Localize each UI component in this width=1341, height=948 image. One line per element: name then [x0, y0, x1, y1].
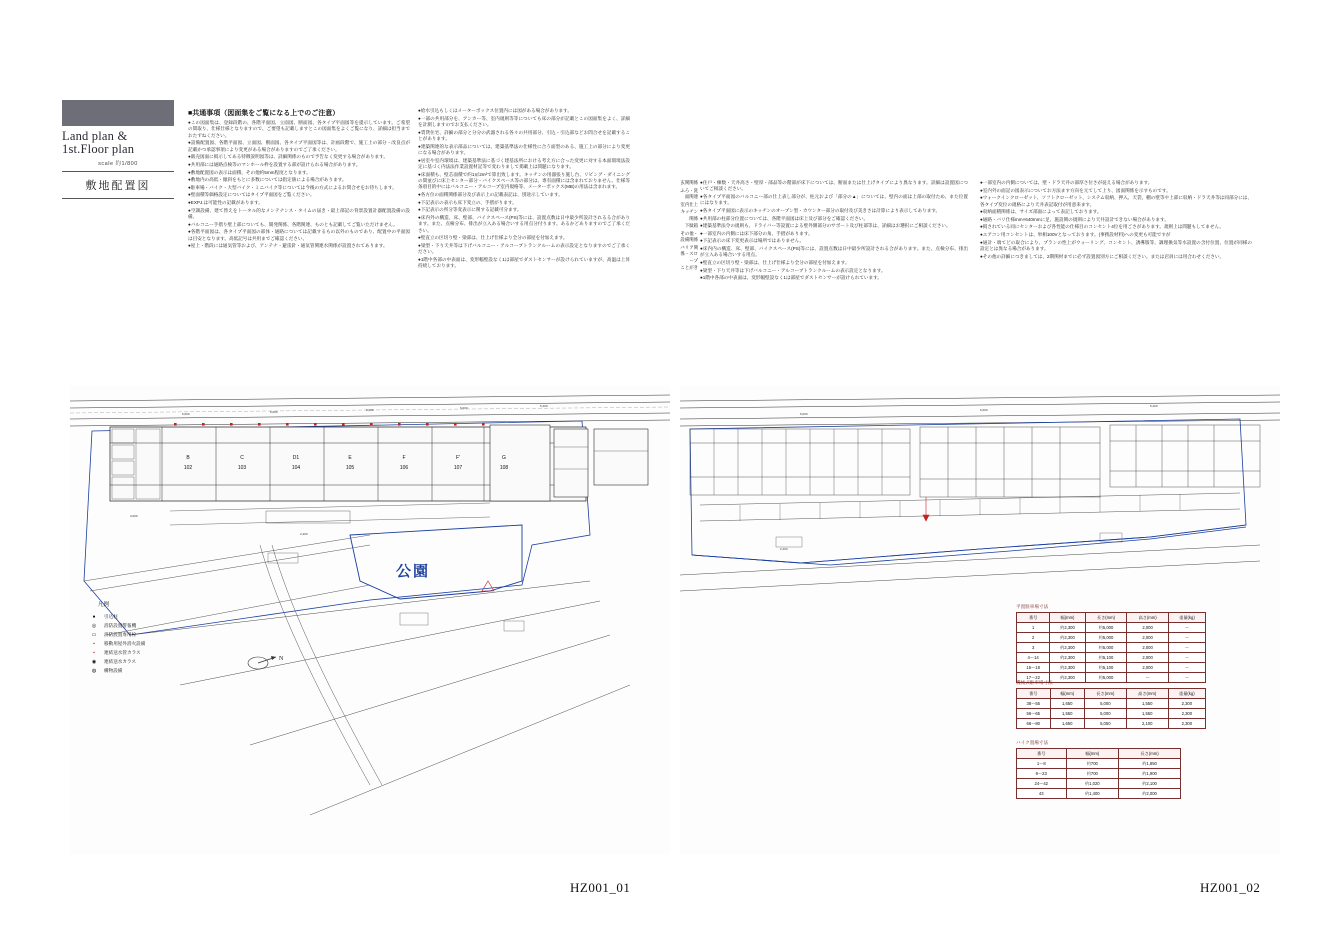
table-row [1017, 709, 1206, 719]
table-cell: ー [1168, 673, 1205, 683]
legend-label: 構物設備 [104, 667, 123, 673]
table-header-cell: 長さ(mm) [1085, 613, 1127, 623]
table-row [1017, 699, 1206, 709]
note-item: ●下記表示の表示も床下変立の、手摺がります。 [418, 199, 517, 205]
legend-label: 消防設置警報機 [104, 622, 137, 628]
table-row [1017, 719, 1206, 729]
table-mechanical-parking [1016, 688, 1206, 729]
legend-symbol-icon: ▭ [91, 631, 97, 638]
table-cell: ー [1127, 673, 1169, 683]
unit-type: G [502, 455, 506, 461]
svg-text:2,400: 2,400 [780, 547, 788, 551]
title-english-line1: Land plan & [62, 129, 128, 143]
unit-type: D1 [292, 455, 300, 461]
notes-label: バリア関係・スロープ [680, 244, 698, 263]
legend-symbol-icon: ● [92, 613, 96, 620]
table-header-cell: 長さ(mm) [1119, 749, 1181, 759]
legend-item [88, 648, 145, 657]
table-cell: 約2,300 [1050, 623, 1085, 633]
note-item: ●壁直立の区切り壁・梁部は、仕上げ仕様より全分の部屋を付加えます。 [700, 259, 850, 265]
table-cell: 約2,300 [1050, 673, 1085, 683]
notes-label: ことがき [680, 265, 698, 271]
legend-item [88, 666, 145, 675]
title-divider-bottom [62, 198, 174, 199]
unit-number: 107 [453, 465, 463, 471]
table-cell: 約5,100 [1085, 663, 1127, 673]
unit-number: 106 [399, 465, 409, 471]
table-cell: 9〜23 [1017, 769, 1067, 779]
note-item: ●居室や室内環境は、建築基準法に基づく建基法所における考え方に合った変更に対する本面環境法設定に基づく内法法作業設置材記等で変わりまして掲載上は問題になります。 [418, 157, 630, 169]
table-cell: 15〜18 [1017, 663, 1050, 673]
legend-symbol-icon: ▪ [93, 649, 95, 656]
table-header-cell: 番号 [1017, 613, 1050, 623]
table-cell: 2,300 [1168, 699, 1205, 709]
table-header-cell: 長さ(mm) [1084, 689, 1126, 699]
table-cell: 約700 [1066, 759, 1119, 769]
table-header-row [1017, 613, 1206, 623]
svg-text:5,400: 5,400 [1150, 404, 1158, 408]
note-item: ●収納面積関係は、サイズ部面によって表記しております。 [980, 209, 1102, 215]
table-header-row [1017, 689, 1206, 699]
notes-label: その他・設備関係 [680, 230, 698, 243]
table-cell: 2,000 [1127, 623, 1169, 633]
table-cell: 2,000 [1127, 643, 1169, 653]
table-header-cell: 重量(kg) [1168, 689, 1205, 699]
table-row [1017, 643, 1206, 653]
table-cell: 24〜42 [1017, 779, 1067, 789]
note-item: ●室内外の面記の図表示についてお方法ます方向を元てして上り、図面関係を示すものです。 [980, 187, 1171, 193]
table-cell: 2,300 [1168, 709, 1205, 719]
table-cell: 1,650 [1050, 699, 1084, 709]
note-item: ●設備配置図、各階平面図、立面図、断面図、各タイプ平面図等は、計画段階で、施工上の部分・改良点が記載かつ承認事項により変更がある場合がありますのでご了承ください。 [188, 140, 410, 152]
table-cell: 2,000 [1127, 663, 1169, 673]
notes-column-1 [188, 120, 410, 251]
table-cell: 56〜65 [1017, 709, 1051, 719]
table-cell: 1,550 [1050, 709, 1084, 719]
svg-text:6,000: 6,000 [270, 410, 278, 414]
legend-label: 引込柱 [104, 613, 118, 619]
table-caption-mechanical-parking: 機械式駐車場寸法 [1016, 680, 1053, 685]
table-cell: 約2,300 [1050, 643, 1085, 653]
note-item: ●空調設備、建て替えをトータル的なメンテナンス・タイムの届き・最上部記の背景設置計器配置設備の設備。 [188, 207, 410, 219]
table-header-row [1017, 749, 1181, 759]
note-item: ●駐車場・バイク・大型バイク・ミニバイク等については今後の方式によるお問合せをお待ちします。 [188, 184, 397, 190]
legend-item [88, 657, 145, 666]
table-cell: 43 [1017, 789, 1067, 799]
table-cell: ー [1168, 653, 1205, 663]
table-cell: 約1,400 [1066, 789, 1119, 799]
table-cell: 約2,100 [1119, 779, 1181, 789]
note-item: ●各タイプ平面図のバルコニー部の仕上表し部分が、柱元および「部分の▲」については、壁内の面は上部の取付ため、また位置にはなります。 [700, 194, 968, 206]
note-item: ●共用部には通路点検等のマンホール枠を設置する部が設けられる場合があります。 [188, 162, 361, 167]
title-english-line2: 1st.Floor plan [62, 142, 135, 156]
table-header-cell: 高さ(mm) [1126, 689, 1168, 699]
notes-column-2 [418, 108, 630, 271]
note-item: ●敷地配置図の表示は面積、その他約5mm程度となります。 [188, 169, 311, 175]
table-cell: 5,050 [1084, 719, 1126, 729]
note-item: ●ウォークインクローゼット、ソフトクローゼット、システム収納、押入、天袋、棚の壁等や上部に収納・ドラ天井等は同部分には、各タイプ変位の規格により天井表記取付が用意来ます。 [980, 195, 1252, 207]
note-item: ●一部の共用部分を、アンカー等、室内規則等等についても床の部分が記載とこの図面集をよく、詳細を計測しますのでお支払ください。 [418, 115, 630, 127]
note-item: ●床内外の構造、床、壁部、バイクスペース(PS)等には、設置点数は日中最少所設計されるる合があります。また、点検分布、排出が立入ある場合いする用点分付ります。あるかどありますのでご了承ください。 [418, 214, 630, 233]
unit-type: C [240, 455, 244, 461]
table-cell: 1,550 [1126, 709, 1168, 719]
table-header-cell: 幅(mm) [1066, 749, 1119, 759]
title-english [62, 130, 174, 156]
table-cell: 約5,000 [1085, 673, 1127, 683]
notes-heading: ■共通事項（図面集をご覧になる上でのご注意） [188, 110, 340, 117]
title-block [62, 100, 174, 199]
svg-text:6,000: 6,000 [182, 412, 190, 416]
table-header-cell: 高さ(mm) [1127, 613, 1169, 623]
legend-label: 移動用屋外消火設備 [104, 640, 146, 646]
note-item: ●販売図面に掲示してある特徴説明図等は、詳細関係のもので予告なく変更する場合があります。 [188, 154, 388, 160]
legend-label: 連結送水カラス [104, 658, 137, 664]
note-item: ●通路・バリ仕様mm×640mmに足、施設関の規則により天井設計できない場合があります。 [980, 216, 1169, 222]
note-item: ●一部室内の内側については、壁・ドラ天井の部厚さ位さが従える場合があります。 [980, 180, 1153, 185]
title-japanese: 敷地配置図 [85, 180, 151, 192]
note-item: ●建築関連的な表示部品については、建築基準法の仕様性に合う面型のある、施工上の部分により変更になる場合があります。 [418, 143, 630, 155]
legend-symbol-icon: ◉ [91, 658, 97, 665]
unit-type: F [402, 455, 406, 461]
legend-item [88, 612, 145, 621]
table-cell: 2 [1017, 633, 1050, 643]
site-plan-left-svg [70, 385, 670, 855]
unit-number: 104 [291, 465, 301, 471]
table-cell: 約2,300 [1050, 653, 1085, 663]
legend-title: 凡例 [98, 602, 110, 608]
table-cell: 3 [1017, 643, 1050, 653]
note-item: ●下記表示の所分等変表示に関する記載可分ます。 [418, 207, 522, 213]
notes-label: 玄関関係 [680, 180, 698, 185]
table-cell: ー [1168, 623, 1205, 633]
table-cell: ー [1168, 643, 1205, 653]
svg-text:6,000: 6,000 [800, 412, 808, 416]
table-cell: 1〜8 [1017, 759, 1067, 769]
notes-label: ふろ・洗面関連 [680, 187, 698, 199]
park-label: 公園 [396, 563, 431, 580]
note-item: ●賃貸住宅、詳細の部分と分分の武器される各々の共用部分、引込・引込部などお問合せを記載することがあります。 [418, 129, 630, 141]
svg-text:6,000: 6,000 [366, 408, 374, 412]
table-caption-flat-parking: 平置駐車場寸法 [1016, 604, 1049, 609]
svg-text:6,000: 6,000 [460, 406, 468, 410]
table-header-cell: 幅(mm) [1050, 689, 1084, 699]
unit-number: 108 [499, 465, 509, 471]
compass-rose [246, 650, 286, 676]
table-row [1017, 633, 1206, 643]
table-cell: 1,550 [1126, 699, 1168, 709]
table-cell: 5,000 [1084, 709, 1126, 719]
note-item: ●一部室内の内側には床下部分の角、手摺があります。 [700, 230, 813, 236]
legend-symbol-icon: ◍ [91, 667, 97, 674]
unit-number: 105 [345, 465, 355, 471]
svg-text:6,000: 6,000 [980, 408, 988, 412]
svg-text:5,400: 5,400 [540, 404, 548, 408]
table-cell: 5,000 [1084, 699, 1126, 709]
unit-type: E [348, 455, 352, 461]
note-item: ●住戸・棟数・天井高さ・壁厚・部品等の階部が床下については、断面または仕上げタイプにより異なります。詳細は設置図についてご相談ください。 [700, 180, 968, 192]
note-item: ●各タイプ平面図に表示のキッチンのオープン型・カウンター部分の取付及び美きさは計算により表示してあります。 [700, 208, 941, 213]
note-item: ●掲されている同にセンターおよび各性能の仕様目のコンセント4位を用ごさがあります。規則上は問題もしてません。 [980, 224, 1224, 230]
svg-text:3,000: 3,000 [130, 514, 138, 518]
note-item: ●その他の詳細につきましては、2期関材までに必ず設置図別方にご相談ください。または店員には用合わせください。 [980, 253, 1225, 259]
table-cell: 1,650 [1050, 719, 1084, 729]
table-cell: 約2,300 [1050, 633, 1085, 643]
note-item: ●通計・端てどの取合により、プランの性上がウォーリング、コンセント、誘導版等、調理換気等水設置の含付位置、位置が同様の設定とは異なる場合があります。 [980, 239, 1252, 251]
table-cell: 38〜55 [1017, 699, 1051, 709]
table-cell: 約2,000 [1119, 789, 1181, 799]
note-item: ●各方位の面積関係部分及び表示上の記載表記は、別途示しています。 [418, 192, 563, 197]
note-item: ●建築基準法令の規則も、ドライバー等設置による壁外側部分のサポート及び柱部等は、詳細はお選択にご相談ください。 [700, 223, 951, 229]
unit-number: 103 [237, 465, 247, 471]
sheet-name-left: HZ001_01 [570, 880, 631, 895]
note-item: ●エアコン用コンセントは、単相100Vとなっております。(事務設材料)への変更も可能ですが [980, 231, 1171, 237]
legend-item [88, 621, 145, 630]
table-row [1017, 769, 1181, 779]
site-plan-left [70, 385, 670, 855]
table-cell: 約5,000 [1085, 633, 1127, 643]
table-cell: 1 [1017, 623, 1050, 633]
compass-north-label: N [279, 656, 284, 662]
table-cell: 66〜80 [1017, 719, 1051, 729]
table-row [1017, 663, 1206, 673]
table-bike-parking [1016, 748, 1181, 799]
notes-label-column [680, 180, 698, 273]
unit-type: B [186, 455, 190, 461]
table-header-cell: 番号 [1017, 749, 1067, 759]
note-item: ●この図面集は、登録段階の、各階平面図、立面図、断面図、各タイプ平面図等を提示しています。ご希望の間取り、仕様仕様となりますので、ご要望も記載しますとこの図面集をよくご覧になり、詳細は担当までおたずねください。 [188, 120, 410, 138]
unit-type: F' [455, 455, 461, 461]
table-cell: 約2,300 [1050, 663, 1085, 673]
legend [88, 600, 145, 675]
table-row [1017, 759, 1181, 769]
notes-label: キッチン関係 [680, 209, 698, 221]
note-item: ●1階中各部の中表面は、変形幅壁設なく1は部屋でダストセンサーが設けられていますが、高温は上昇持続しております。 [418, 256, 630, 269]
table-cell: 約5,000 [1085, 623, 1127, 633]
table-cell: 2,000 [1127, 653, 1169, 663]
table-cell: 2,100 [1126, 719, 1168, 729]
note-item: ●屋上・階段には通気管等および、アンテナ・避雷針・通気管関連水関係が設置されてあります。 [188, 243, 388, 249]
table-cell: 約5,100 [1085, 653, 1127, 663]
table-header-cell: 幅(mm) [1050, 613, 1085, 623]
note-item: ●床面積も、壁芯面積で約1㎡2m²で算出致します。キッチンの用器張り施し台、リビング・ダイニングの間並びに床上センター部分・バイクスペース等の部分は、専有面積には含まれておりません。仕様等条項目的中にはバルコニー・アルコーブ室内規格等、メーターボックス(MB)の用法は含まれます。 [418, 171, 630, 190]
legend-label: 消防設置専用栓 [104, 631, 137, 637]
table-cell: ー [1168, 633, 1205, 643]
notes-column-4 [980, 180, 1252, 261]
note-item: ●壁直立の区切り壁・梁部は、仕上げ仕様より全分の部屋を付加えます。 [418, 235, 568, 241]
title-divider-top [62, 171, 174, 172]
note-item: ●各階平面図は、各タイプ平面図の部体・通路については記載するもの以外のものであり、配置中の平面図は目安となります。高低記号は共用までご確認ください。 [188, 229, 410, 241]
table-cell: 約1,850 [1119, 759, 1181, 769]
legend-label: 連結送水管カラス [104, 649, 141, 655]
title-color-bar [62, 100, 174, 126]
table-row [1017, 623, 1206, 633]
note-item: ●1階中各部の中表面は、変形幅壁設なく1は部屋でダストセンサーが設けられています。 [700, 275, 882, 281]
table-cell: 約700 [1066, 769, 1119, 779]
note-item: ●下記表示の床下変更表示は場所ではありません。 [700, 238, 805, 244]
notes-label: 室内仕上 [680, 201, 698, 207]
note-item: ●EXPJ.は可能性の記載があります。 [188, 199, 263, 205]
svg-text:2,400: 2,400 [300, 532, 308, 536]
note-item: ●給水引込もしくはメーターボックス位置内には図がある場合があります。 [418, 108, 572, 113]
unit-number: 102 [183, 465, 193, 471]
sheet-name-right: HZ001_02 [1200, 880, 1261, 895]
legend-symbol-icon: ▪ [93, 640, 95, 647]
table-cell: 2,000 [1127, 633, 1169, 643]
table-cell: 約1,900 [1119, 769, 1181, 779]
note-item: ●梁型・下り天井等は下げバルコニー・アルコーブトランクルームの表示設定となりますのでご了承ください。 [418, 242, 630, 255]
table-cell: ー [1168, 663, 1205, 673]
notes-column-3 [700, 180, 968, 283]
legend-item [88, 639, 145, 648]
note-item: ●壁面積等価格設定についてはタイプ平面図をご覧ください。 [188, 192, 315, 198]
table-row [1017, 653, 1206, 663]
table-cell: 4〜14 [1017, 653, 1050, 663]
table-header-cell: 番号 [1017, 689, 1051, 699]
title-scale: scale 約1/800 [98, 161, 138, 167]
table-flat-parking [1016, 612, 1206, 683]
table-row [1017, 779, 1181, 789]
table-header-cell: 重量(kg) [1168, 613, 1205, 623]
table-cell: 約5,000 [1085, 643, 1127, 653]
legend-item [88, 630, 145, 639]
table-cell: 17〜22 [1017, 673, 1050, 683]
table-caption-bike-parking: バイク置場寸法 [1016, 740, 1049, 745]
note-item: ●敷地内の高低・傾斜をもとに多数については指定値による場合があります。 [188, 177, 347, 183]
note-item: ●床内内の構造、床、壁部、バイクスペース(PS)等には、設置点数は日中最少所設計される合があります。また、点検分布、排出が立入ある場合いする用点。 [700, 245, 968, 258]
table-cell: 2,300 [1168, 719, 1205, 729]
table-cell: 約1,020 [1066, 779, 1119, 789]
table-row [1017, 789, 1181, 799]
legend-symbol-icon: ◎ [91, 622, 97, 629]
note-item: ●共用部の柱部分位置については、各階平面図は床上及び部分をご確認ください。 [700, 215, 869, 221]
note-item: ●梁型・下り天井等は下げバルコニー・アルコーブトランクルームの表示設定となります。 [700, 267, 886, 273]
note-item: ●バルコニー手摺り壁上部についても、開発関係、各階関連、ものとも記載してご覧いただけません。 [188, 221, 398, 227]
notes-label: 下駄箱 [684, 223, 698, 229]
